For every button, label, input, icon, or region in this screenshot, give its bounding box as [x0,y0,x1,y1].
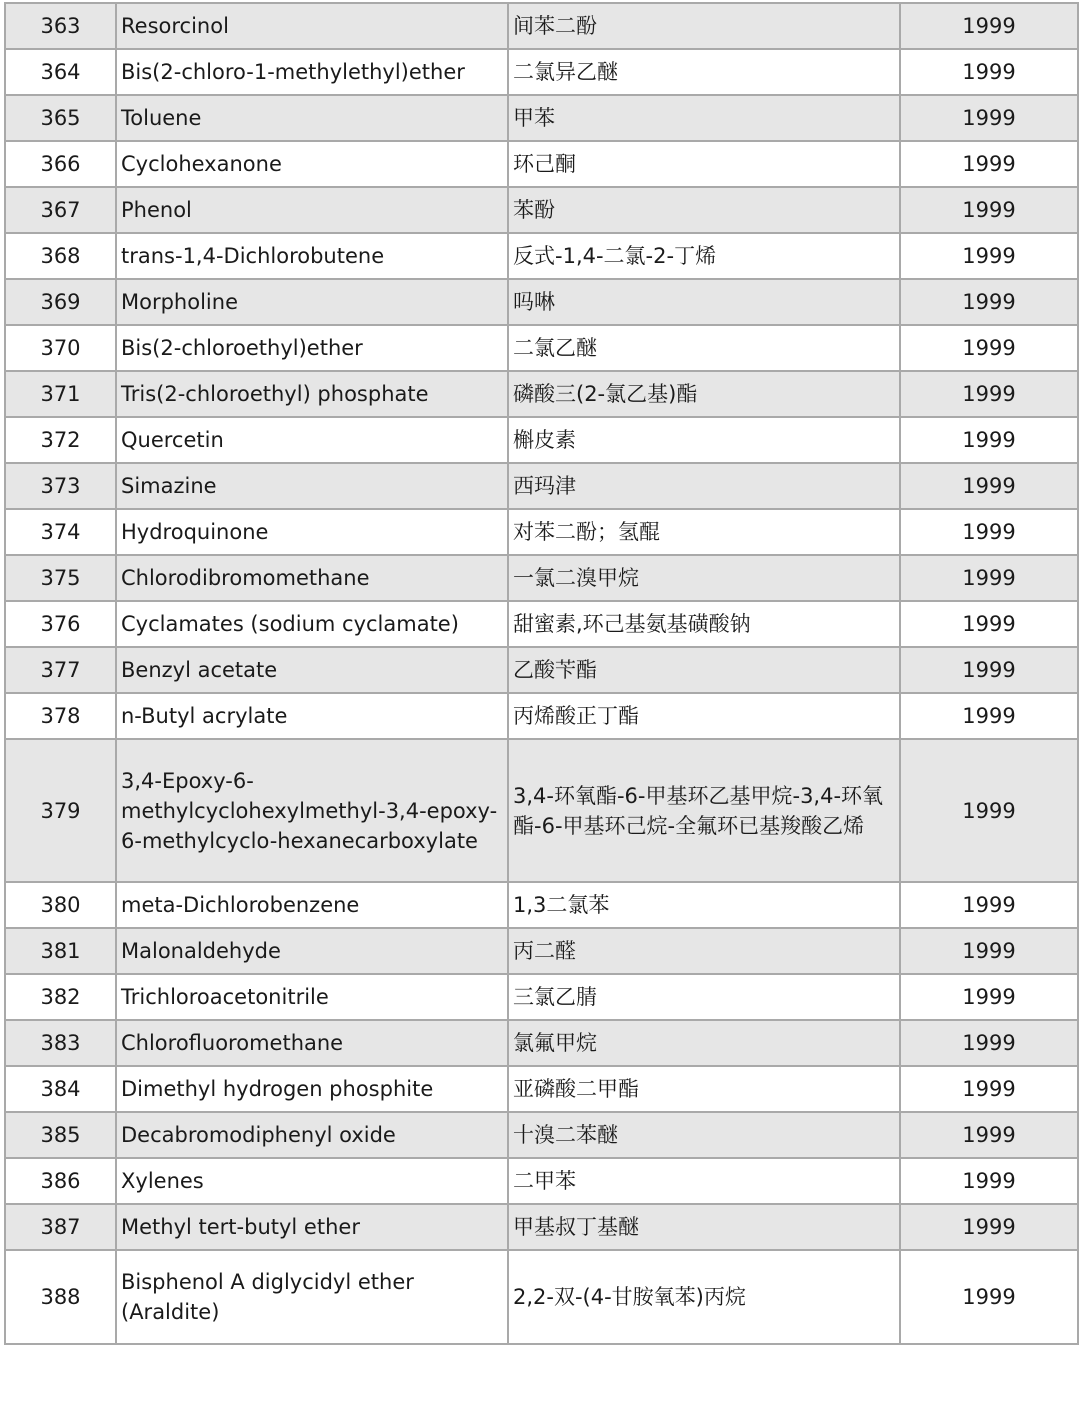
table-row [5,95,1078,141]
chinese-name: 二氯乙醚 [508,325,900,371]
year: 1999 [900,1250,1078,1344]
row-number: 371 [5,371,116,417]
english-name: n-Butyl acrylate [116,693,508,739]
year: 1999 [900,95,1078,141]
table-row [5,141,1078,187]
chinese-name: 间苯二酚 [508,3,900,49]
english-name: Chlorofluoromethane [116,1020,508,1066]
chinese-name: 对苯二酚；氢醌 [508,509,900,555]
row-number: 382 [5,974,116,1020]
english-name: Decabromodiphenyl oxide [116,1112,508,1158]
row-number: 377 [5,647,116,693]
table-row [5,509,1078,555]
chinese-name: 一氯二溴甲烷 [508,555,900,601]
table-row [5,1112,1078,1158]
english-name: Xylenes [116,1158,508,1204]
row-number: 370 [5,325,116,371]
chinese-name: 乙酸苄酯 [508,647,900,693]
chinese-name: 3,4-环氧酯-6-甲基环乙基甲烷-3,4-环氧酯-6-甲基环己烷-全氟环已基羧酸乙烯 [508,739,900,882]
chinese-name: 三氯乙腈 [508,974,900,1020]
row-number: 385 [5,1112,116,1158]
chinese-name: 甲苯 [508,95,900,141]
year: 1999 [900,3,1078,49]
english-name: Quercetin [116,417,508,463]
english-name: Toluene [116,95,508,141]
row-number: 386 [5,1158,116,1204]
row-number: 384 [5,1066,116,1112]
chinese-name: 槲皮素 [508,417,900,463]
row-number: 379 [5,739,116,882]
year: 1999 [900,555,1078,601]
row-number: 365 [5,95,116,141]
chinese-name: 甜蜜素,环己基氨基磺酸钠 [508,601,900,647]
table-row [5,647,1078,693]
english-name: Bisphenol A diglycidyl ether (Araldite) [116,1250,508,1344]
row-number: 363 [5,3,116,49]
table-row [5,1158,1078,1204]
table-row [5,739,1078,882]
english-name: meta-Dichlorobenzene [116,882,508,928]
table-row [5,371,1078,417]
table-row [5,882,1078,928]
year: 1999 [900,974,1078,1020]
year: 1999 [900,647,1078,693]
year: 1999 [900,509,1078,555]
year: 1999 [900,928,1078,974]
english-name: Morpholine [116,279,508,325]
chemical-table [4,2,1079,1345]
chinese-name: 西玛津 [508,463,900,509]
table-row [5,1204,1078,1250]
table-row [5,279,1078,325]
year: 1999 [900,233,1078,279]
chinese-name: 环己酮 [508,141,900,187]
english-name: Resorcinol [116,3,508,49]
row-number: 373 [5,463,116,509]
year: 1999 [900,187,1078,233]
chinese-name: 磷酸三(2-氯乙基)酯 [508,371,900,417]
english-name: Cyclohexanone [116,141,508,187]
table-row [5,555,1078,601]
table-row [5,417,1078,463]
year: 1999 [900,693,1078,739]
row-number: 388 [5,1250,116,1344]
english-name: Dimethyl hydrogen phosphite [116,1066,508,1112]
year: 1999 [900,371,1078,417]
chinese-name: 苯酚 [508,187,900,233]
row-number: 369 [5,279,116,325]
table-row [5,693,1078,739]
year: 1999 [900,325,1078,371]
table-row [5,928,1078,974]
english-name: Phenol [116,187,508,233]
english-name: Bis(2-chloro-1-methylethyl)ether [116,49,508,95]
row-number: 375 [5,555,116,601]
year: 1999 [900,1112,1078,1158]
chinese-name: 丙烯酸正丁酯 [508,693,900,739]
year: 1999 [900,739,1078,882]
table-row [5,1020,1078,1066]
row-number: 376 [5,601,116,647]
year: 1999 [900,1066,1078,1112]
row-number: 367 [5,187,116,233]
english-name: trans-1,4-Dichlorobutene [116,233,508,279]
year: 1999 [900,279,1078,325]
row-number: 374 [5,509,116,555]
year: 1999 [900,1204,1078,1250]
table-row [5,601,1078,647]
chinese-name: 二氯异乙醚 [508,49,900,95]
row-number: 380 [5,882,116,928]
table-row [5,3,1078,49]
chinese-name: 甲基叔丁基醚 [508,1204,900,1250]
table-row [5,187,1078,233]
chemical-list-sheet [4,2,1077,1345]
year: 1999 [900,1158,1078,1204]
chinese-name: 吗啉 [508,279,900,325]
row-number: 378 [5,693,116,739]
row-number: 372 [5,417,116,463]
year: 1999 [900,1020,1078,1066]
chinese-name: 丙二醛 [508,928,900,974]
table-row [5,325,1078,371]
year: 1999 [900,463,1078,509]
table-row [5,1066,1078,1112]
english-name: Benzyl acetate [116,647,508,693]
english-name: Malonaldehyde [116,928,508,974]
english-name: Simazine [116,463,508,509]
english-name: Trichloroacetonitrile [116,974,508,1020]
row-number: 366 [5,141,116,187]
chinese-name: 二甲苯 [508,1158,900,1204]
chinese-name: 十溴二苯醚 [508,1112,900,1158]
english-name: Cyclamates (sodium cyclamate) [116,601,508,647]
english-name: Methyl tert-butyl ether [116,1204,508,1250]
english-name: Chlorodibromomethane [116,555,508,601]
table-row [5,463,1078,509]
chinese-name: 氯氟甲烷 [508,1020,900,1066]
row-number: 368 [5,233,116,279]
table-row [5,974,1078,1020]
year: 1999 [900,49,1078,95]
english-name: Bis(2-chloroethyl)ether [116,325,508,371]
year: 1999 [900,882,1078,928]
chinese-name: 亚磷酸二甲酯 [508,1066,900,1112]
table-row [5,49,1078,95]
english-name: 3,4-Epoxy-6-methylcyclohexylmethyl-3,4-epoxy-6-methylcyclo-hexanecarboxylate [116,739,508,882]
table-row [5,233,1078,279]
english-name: Hydroquinone [116,509,508,555]
chemical-table-body [5,3,1078,1344]
year: 1999 [900,141,1078,187]
row-number: 387 [5,1204,116,1250]
year: 1999 [900,601,1078,647]
chinese-name: 1,3二氯苯 [508,882,900,928]
english-name: Tris(2-chloroethyl) phosphate [116,371,508,417]
row-number: 383 [5,1020,116,1066]
chinese-name: 2,2-双-(4-甘胺氧苯)丙烷 [508,1250,900,1344]
row-number: 364 [5,49,116,95]
row-number: 381 [5,928,116,974]
chinese-name: 反式-1,4-二氯-2-丁烯 [508,233,900,279]
year: 1999 [900,417,1078,463]
table-row [5,1250,1078,1344]
